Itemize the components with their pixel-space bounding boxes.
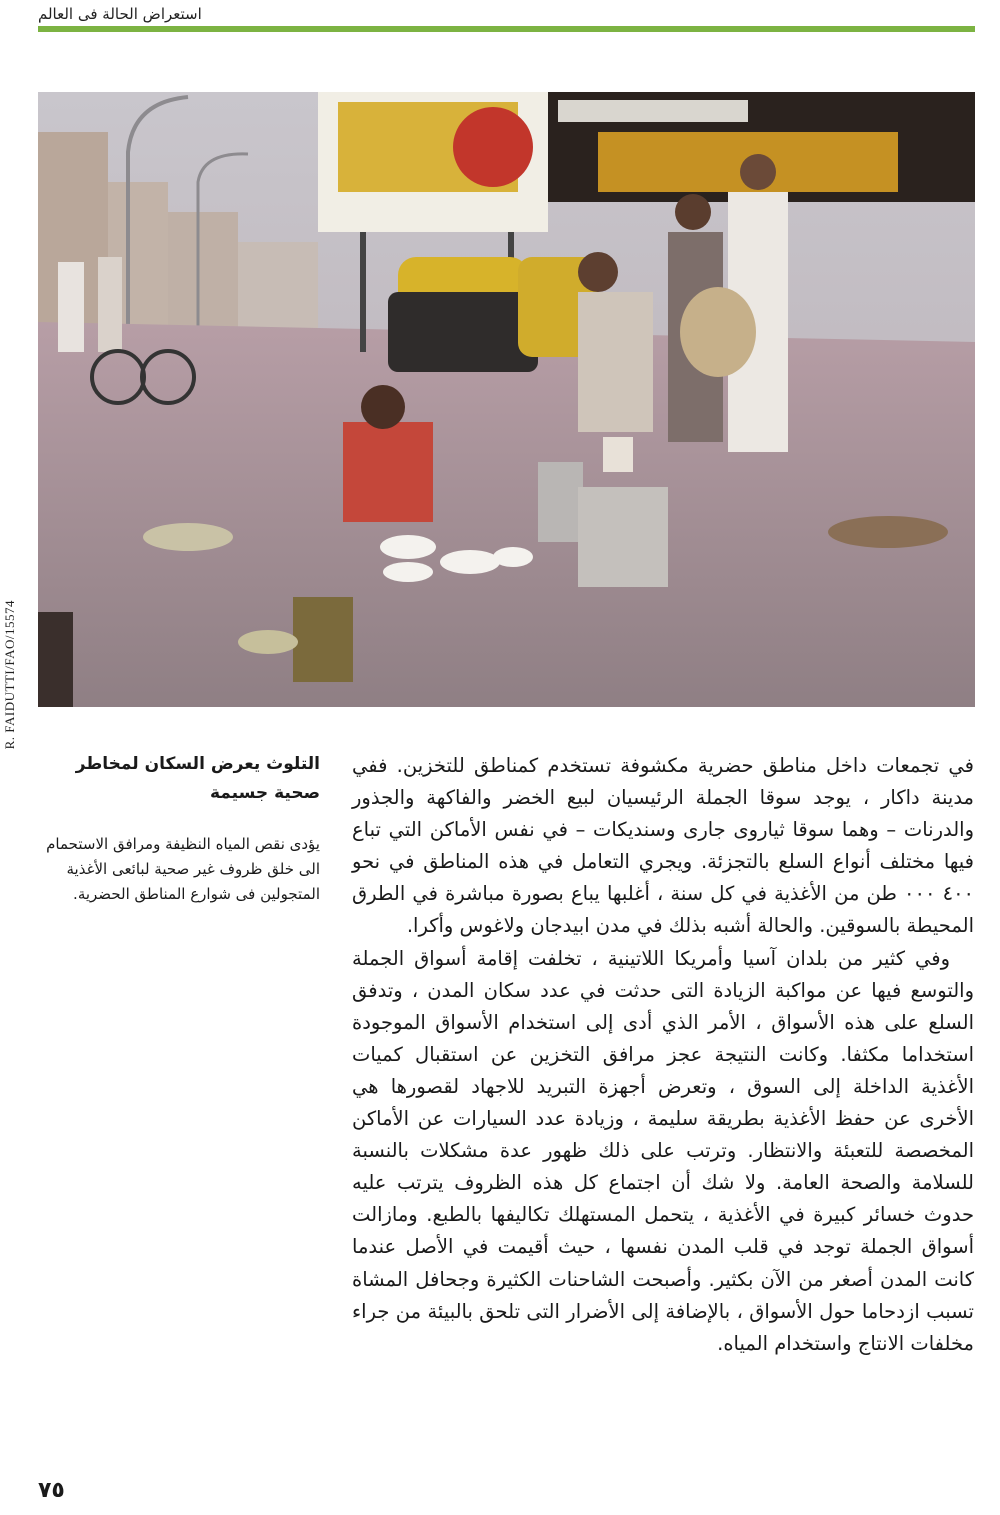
caption-heading: التلوث يعرض السكان لمخاطر صحية جسيمة <box>75 754 320 803</box>
caption-body: يؤدى نقص المياه النظيفة ومرافق الاستحمام الى خلق ظروف غير صحية لبائعى الأغذية المتجولين فى شوارع المناطق الحضرية. <box>46 835 320 903</box>
article-paragraph-2: وفي كثير من بلدان آسيا وأمريكا اللاتينية ، تخلفت إقامة أسواق الجملة والتوسع فيها عن مواكبة الزيادة التى حدثت في عدد سكان المدن ، وتدفق السلع على هذه الأسواق ، الأمر الذي أدى إلى استخدام الأسواق الموجودة استخداما مكثفا. وكانت النتيجة عجز مرافق التخزين عن استقبال كميات الأغذية الداخلة إلى السوق ، وتعرض أجهزة التبريد للاجهاد لقصورها هي الأخرى عن حفظ الأغذية بطريقة سليمة ، وزيادة عدد السيارات عن الأماكن المخصصة للتعبئة والانتظار. وترتب على ذلك ظهور عدة مشكلات بالنسبة للسلامة والصحة العامة. ولا شك أن اجتماع كل هذه الظروف يترتب عليه حدوث خسائر كبيرة في الأغذية ، يتحمل المستهلك تكاليفها بالطبع. ومازالت أسواق الجملة توجد في قلب المدن نفسها ، حيث أقيمت في الأصل عندما كانت المدن أصغر من الآن بكثير. وأصبحت الشاحنات الكثيرة وجحافل المشاة تسبب ازدحاما حول الأسواق ، بالإضافة إلى الأضرار التى تلحق بالبيئة من جراء مخلفات الانتاج واستخدام المياه. <box>352 946 974 1355</box>
article-paragraph-1: في تجمعات داخل مناطق حضرية مكشوفة تستخدم كمناطق للتخزين. ففي مدينة داكار ، يوجد سوقا الجملة الرئيسيان لبيع الخضر والفاكهة والجذور والدرنات – وهما سوقا ثياروى جارى وسنديكات – في نفس الأماكن التي تباع فيها مختلف أنواع السلع بالتجزئة. ويجري التعامل في هذه المناطق في نحو ٤٠٠ ٠٠٠ طن من الأغذية في كل سنة ، أغلبها يباع بصورة مباشرة في الطرق المحيطة بالسوقين. والحالة أشبه بذلك في مدن ابيدجان ولاغوس وأكرا. <box>352 754 975 938</box>
photo-illustration <box>38 92 975 707</box>
photo-caption <box>38 750 320 907</box>
photo-credit: R. FAIDUTTI/FAO/15574 <box>2 600 17 750</box>
header-rule <box>38 26 975 32</box>
street-market-photo <box>38 92 975 707</box>
page-number: ٧٥ <box>38 1478 65 1503</box>
article-body <box>352 750 974 1360</box>
running-header-title: استعراض الحالة فى العالم <box>38 5 202 23</box>
